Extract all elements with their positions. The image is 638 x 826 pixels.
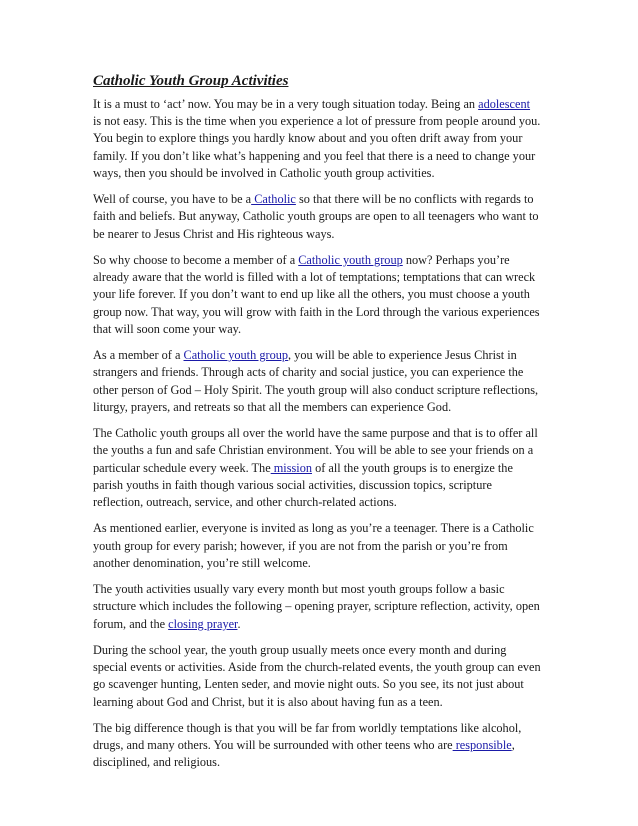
inline-link[interactable]: closing prayer (168, 616, 238, 631)
paragraph (93, 581, 541, 633)
paragraph (93, 520, 541, 572)
inline-link[interactable]: Catholic (251, 192, 296, 207)
document-page (93, 70, 541, 781)
paragraph-text: is not easy. This is the time when you experience a lot of pressure from people around you. You begin to explore things you hardly know about and you often drift away from your family. If you don’t like what’s happening and you feel that there is a need to change your ways, then you should be involved in Catholic youth group activities. (93, 114, 541, 180)
paragraph (93, 191, 541, 243)
document-title: Catholic Youth Group Activities (93, 73, 289, 89)
inline-link[interactable]: mission (270, 460, 312, 475)
paragraph-text: The Catholic youth groups all over the world have the same purpose and that is to offer all the youths a fun and safe Christian environment. You will be able to see your friends on a particular schedule every week. The (93, 426, 538, 475)
paragraph-text: . (237, 616, 241, 631)
paragraph-text: As mentioned earlier, everyone is invited as long as you’re a teenager. There is a Catholic youth group for every parish; however, if you are not from the parish or you’re from another denomination, you’re still welcome. (93, 521, 534, 570)
paragraph-text: During the school year, the youth group usually meets once every month and during special events or activities. Aside from the church-related events, the youth group can even go scavenger hunting, Lenten seder, and movie night outs. So you see, its not just about learning about God and Christ, but it is also about having fun as a teen. (93, 643, 541, 709)
paragraph-text: , disciplined, and religious. (93, 738, 515, 770)
inline-link[interactable]: Catholic youth group (298, 253, 403, 267)
paragraph-text: now? Perhaps you’re already aware that the world is filled with a lot of temptations; temptations that can wreck your life forever. If you don’t want to end up like all the others, you must choose a youth group now. That way, you will grow with faith in the Lord through the various experiences that will soon come your way. (93, 253, 540, 336)
inline-link[interactable]: responsible (452, 738, 512, 753)
paragraph (93, 347, 541, 416)
paragraph-text: As a member of a (93, 348, 184, 363)
paragraph (93, 96, 541, 182)
paragraph (93, 720, 541, 772)
paragraph-text: It is a must to ‘act’ now. You may be in a very tough situation today. Being an (93, 97, 479, 111)
paragraph (93, 252, 541, 338)
paragraph (93, 642, 541, 711)
document-body (93, 96, 541, 772)
paragraph-text: of all the youth groups is to energize the parish youths in faith though various social activities, discussion topics, scripture reflection, outreach, service, and other church-related actions. (93, 460, 513, 510)
paragraph (93, 425, 541, 511)
paragraph-text: The big difference though is that you will be far from worldly temptations like alcohol, drugs, and many others. You will be surrounded with other teens who are (93, 721, 522, 753)
paragraph-text: so that there will be no conflicts with regards to faith and beliefs. But anyway, Catholic youth groups are open to all teenagers who want to be nearer to Jesus Christ and His righteous ways. (93, 192, 539, 241)
inline-link[interactable]: adolescent (478, 97, 531, 111)
inline-link[interactable]: Catholic youth group (183, 348, 289, 363)
paragraph-text: , you will be able to experience Jesus Christ in strangers and friends. Through acts of charity and social justice, you can experience the other person of God – Holy Spirit. The youth group will also conduct scripture reflections, liturgy, prayers, and retreats so that all the members can experience God. (93, 348, 539, 414)
paragraph-text: The youth activities usually vary every month but most youth groups follow a basic structure which includes the following – opening prayer, scripture reflection, activity, open forum, and the (93, 582, 540, 631)
paragraph-text: So why choose to become a member of a (93, 253, 299, 267)
paragraph-text: Well of course, you have to be a (93, 192, 252, 207)
